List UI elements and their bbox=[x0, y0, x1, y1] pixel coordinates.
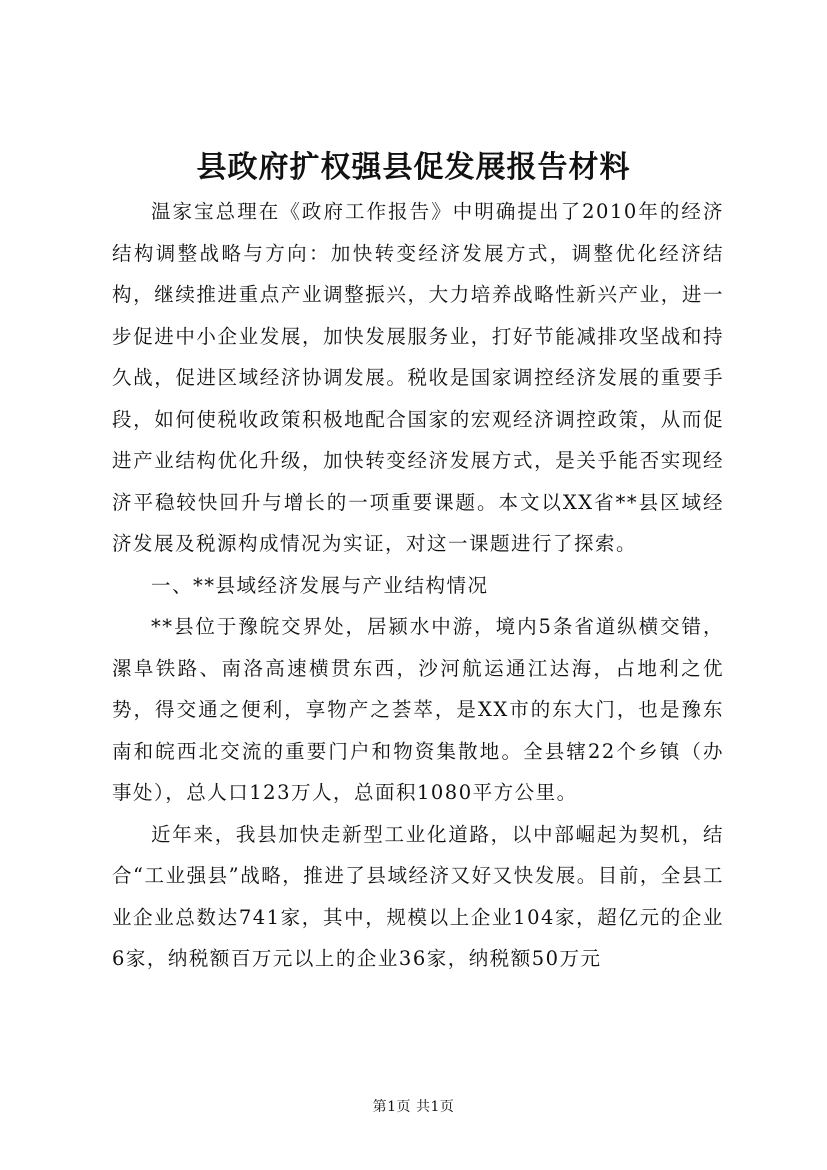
document-body bbox=[112, 191, 724, 980]
document-title: 县政府扩权强县促发展报告材料 bbox=[196, 150, 631, 185]
section-heading: 一、**县域经济发展与产业结构情况 bbox=[151, 573, 489, 597]
page-number: 第1页 共1页 bbox=[372, 1099, 455, 1115]
paragraph-industry: 近年来，我县加快走新型工业化道路，以中部崛起为契机，结合“工业强县”战略，推进了县域经济又好又快发展。目前，全县工业企业总数达741家，其中，规模以上企业104家，超亿元的企业6家，纳税额百万元以上的企业36家，纳税额50万元 bbox=[112, 822, 724, 970]
paragraph-intro: 温家宝总理在《政府工作报告》中明确提出了2010年的经济结构调整战略与方向：加快转变经济发展方式，调整优化经济结构，继续推进重点产业调整振兴，大力培养战略性新兴产业，进一步促进中小企业发展，加快发展服务业，打好节能减排攻坚战和持久战，促进区域经济协调发展。税收是国家调控经济发展的重要手段，如何使税收政策积极地配合国家的宏观经济调控政策，从而促进产业结构优化升级，加快转变经济发展方式，是关乎能否实现经济平稳较快回升与增长的一项重要课题。本文以XX省**县区域经济发展及税源构成情况为实证，对这一课题进行了探索。 bbox=[112, 200, 724, 555]
paragraph-location: **县位于豫皖交界处，居颍水中游，境内5条省道纵横交错，漯阜铁路、南洛高速横贯东西，沙河航运通江达海，占地利之优势，得交通之便利，享物产之荟萃，是XX市的东大门，也是豫东南和皖西北交流的重要门户和物资集散地。全县辖22个乡镇（办事处），总人口123万人，总面积1080平方公里。 bbox=[112, 615, 724, 804]
